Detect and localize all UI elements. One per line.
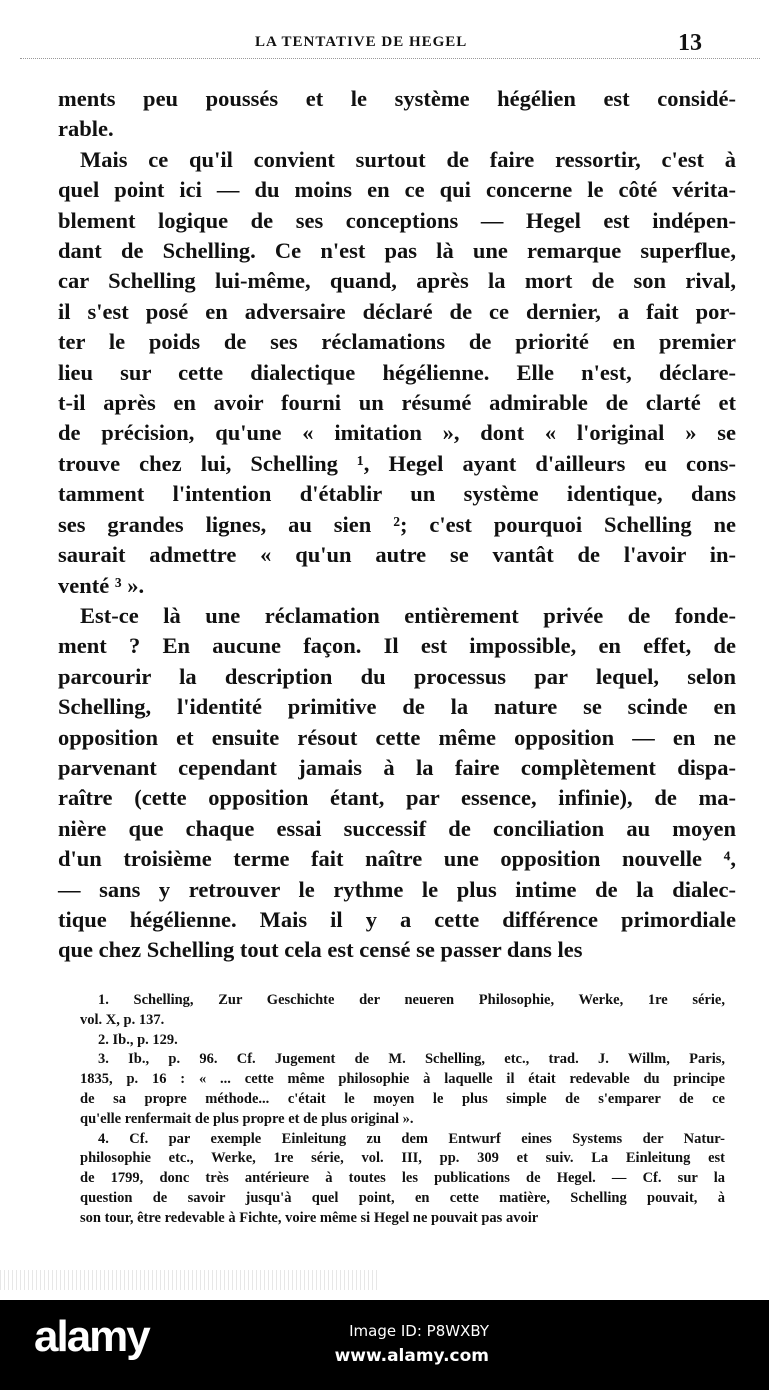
text-line: quel point ici — du moins en ce qui concerne le côté vérita- (58, 177, 736, 203)
footnote-line: 3. Ib., p. 96. Cf. Jugement de M. Schelling, etc., trad. J. Willm, Paris, (98, 1051, 725, 1068)
footnote-line: question de savoir jusqu'à quel point, en cette matière, Schelling pouvait, à (80, 1189, 725, 1206)
body-text (58, 84, 736, 966)
text-line: nière que chaque essai successif de conciliation au moyen (58, 815, 736, 841)
watermark-bar (0, 1300, 769, 1390)
text-line: saurait admettre « qu'un autre se vantât de l'avoir in- (58, 542, 736, 568)
header-rule (20, 58, 760, 59)
footnote-line: 4. Cf. par exemple Einleitung zu dem Entwurf eines Systems der Natur- (98, 1130, 725, 1147)
running-title: LA TENTATIVE DE HEGEL (255, 34, 468, 50)
text-line: trouve chez lui, Schelling ¹, Hegel ayant d'ailleurs eu cons- (58, 450, 736, 476)
page-header (0, 30, 769, 60)
text-line: de précision, qu'une « imitation », dont « l'original » se (58, 420, 736, 446)
text-line: ment ? En aucune façon. Il est impossible, en effet, de (58, 633, 736, 659)
text-line: tamment l'intention d'établir un système identique, dans (58, 481, 736, 507)
text-line: parcourir la description du processus par lequel, selon (58, 663, 736, 689)
text-line: d'un troisième terme fait naître une opposition nouvelle ⁴, (58, 846, 736, 872)
text-line: ter le poids de ses réclamations de priorité en premier (58, 329, 736, 355)
text-line: blement logique de ses conceptions — Hegel est indépen- (58, 207, 736, 233)
page-number: 13 (678, 30, 702, 56)
text-line: opposition et ensuite résout cette même opposition — en ne (58, 724, 736, 750)
footnote-line: qu'elle renfermait de plus propre et de plus original ». (80, 1110, 414, 1127)
text-line: — sans y retrouver le rythme le plus intime de la dialec- (58, 876, 736, 902)
text-line: que chez Schelling tout cela est censé se passer dans les (58, 937, 583, 963)
watermark-url: www.alamy.com (334, 1346, 489, 1366)
text-line: il s'est posé en adversaire déclaré de ce dernier, a fait por- (58, 298, 736, 324)
footnote-line: de 1799, donc très antérieure à toutes les publications de Hegel. — Cf. sur la (80, 1170, 725, 1187)
footnote-line: 1. Schelling, Zur Geschichte der neueren Philosophie, Werke, 1re série, (98, 992, 725, 1008)
footnote-line: son tour, être redevable à Fichte, voire même si Hegel ne pouvait pas avoir (80, 1209, 539, 1226)
image-id: Image ID: P8WXBY (349, 1322, 489, 1340)
footnote-line: 2. Ib., p. 129. (98, 1031, 178, 1048)
text-line: raître (cette opposition étant, par essence, infinie), de ma- (58, 785, 736, 811)
text-line: lieu sur cette dialectique hégélienne. Elle n'est, déclare- (58, 359, 736, 385)
text-line: tique hégélienne. Mais il y a cette différence primordiale (58, 906, 736, 932)
text-line: t-il après en avoir fourni un résumé admirable de clarté et (58, 390, 736, 416)
text-line: ments peu poussés et le système hégélien est considé- (58, 86, 736, 111)
footnote-line: 1835, p. 16 : « ... cette même philosophie à laquelle il était redevable du principe (80, 1071, 725, 1088)
scan-noise (0, 1270, 380, 1290)
text-line: Schelling, l'identité primitive de la nature se scinde en (58, 694, 736, 720)
footnotes (80, 991, 725, 1229)
footnote-line: vol. X, p. 137. (80, 1011, 165, 1028)
text-line: dant de Schelling. Ce n'est pas là une remarque superflue, (58, 238, 736, 264)
text-line: ses grandes lignes, au sien ²; c'est pourquoi Schelling ne (58, 511, 736, 537)
footnote-line: de sa propre méthode... c'était le moyen le plus simple de s'emparer de ce (80, 1090, 725, 1107)
text-line: Mais ce qu'il convient surtout de faire ressortir, c'est à (80, 146, 736, 172)
footnote-line: philosophie etc., Werke, 1re série, vol. III, pp. 309 et suiv. La Einleitung est (80, 1150, 725, 1167)
text-line: car Schelling lui-même, quand, après la mort de son rival, (58, 268, 736, 294)
text-line: venté ³ ». (58, 572, 145, 598)
text-line: parvenant cependant jamais à la faire complètement dispa- (58, 754, 736, 780)
text-line: rable. (58, 116, 114, 142)
text-line: Est-ce là une réclamation entièrement privée de fonde- (80, 602, 736, 628)
alamy-logo: alamy (34, 1312, 149, 1361)
